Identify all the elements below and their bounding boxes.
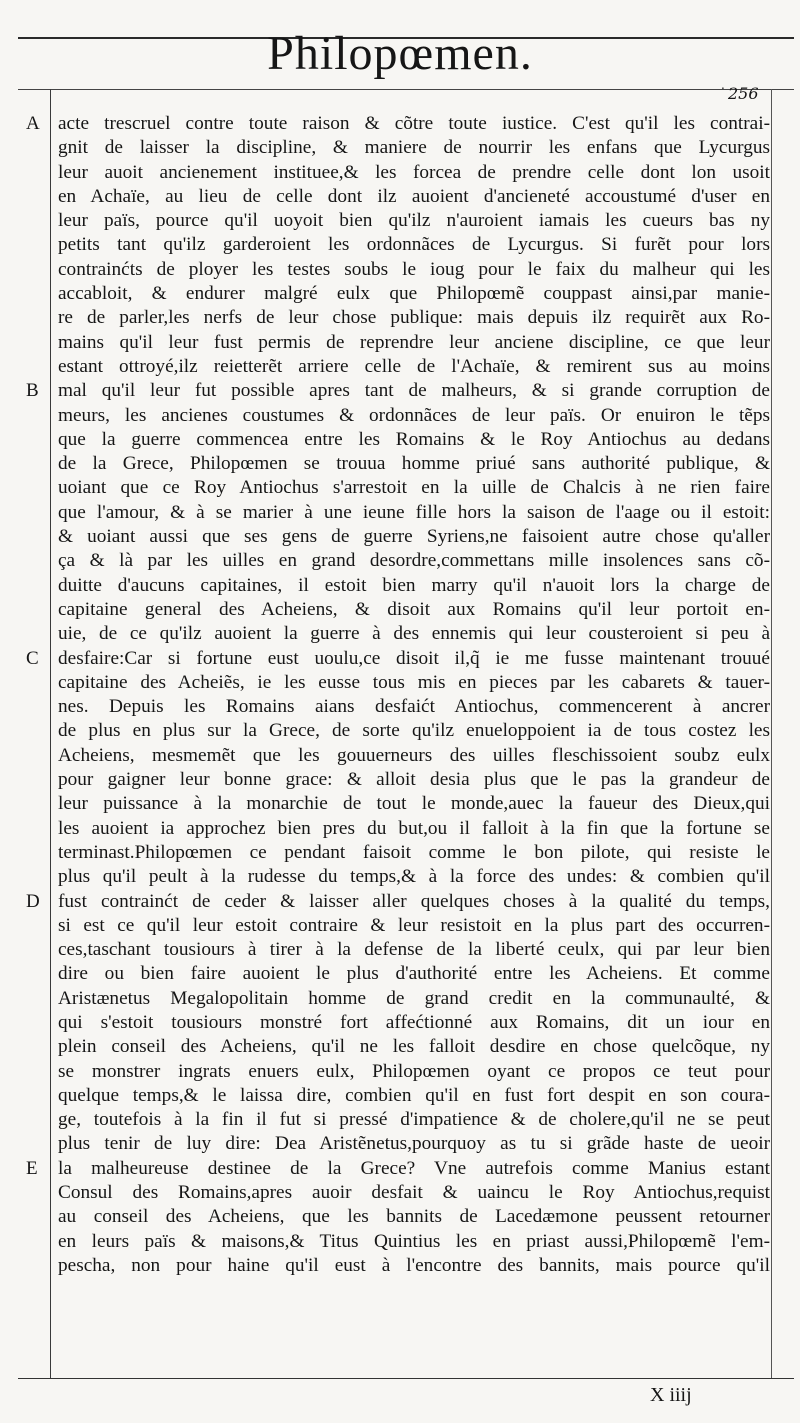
text-line: uoiant que ce Roy Antiochus s'arrestoit en la uille de Chalcis à ne rien faire	[58, 477, 770, 499]
text-line: gnit de laisser la discipline, & maniere de nourrir les enfans que Lycurgus	[58, 137, 770, 159]
text-line: mains qu'il leur fust permis de reprendre leur anciene discipline, ce que leur	[58, 331, 770, 353]
text-line: plein conseil des Acheiens, qu'il ne les falloit desdire en chose quelcõque, ny	[58, 1036, 770, 1058]
margin-rule-left	[50, 89, 51, 1379]
text-line: leur païs, pource qu'il uoyoit bien qu'ilz n'auroient iamais les cueurs bas ny	[58, 210, 770, 232]
text-line: terminast.Philopœmen ce pendant faisoit comme le bon pilote, qui resiste le	[58, 841, 770, 863]
text-line: meurs, les ancienes coustumes & ordonnãces de leur païs. Or enuiron le tẽps	[58, 404, 770, 426]
text-line: de la Grece, Philopœmen se trouua homme priué sans authorité publique, &	[58, 453, 770, 475]
text-line: quelque temps,& le laissa dire, combien qu'il en fust fort despit en son coura-	[58, 1084, 770, 1106]
text-line: desfaire:Car si fortune eust uoulu,ce disoit il,q̃ ie me fusse maintenant trouué	[58, 647, 770, 669]
text-line: leur puissance à la monarchie de tout le monde,auec la faueur des Dieux,qui	[58, 793, 770, 815]
text-line: uie, de ce qu'ilz auoient la guerre à des ennemis qui leur cousteroient si peu à	[58, 623, 770, 645]
text-line: Aristænetus Megalopolitain homme de grand credit en la communaulté, &	[58, 987, 770, 1009]
text-line: estant ottroyé,ilz reietterẽt arriere celle de l'Achaïe, & remirent sus au moins	[58, 355, 770, 377]
folio-number: 256	[728, 84, 759, 103]
text-line: que la guerre commencea entre les Romains & le Roy Antiochus au dedans	[58, 428, 770, 450]
bottom-rule	[18, 1378, 794, 1379]
text-line: ge, toutefois à la fin il fut si pressé d'impatience & de cholere,qu'il ne se peut	[58, 1109, 770, 1131]
text-line: ça & là par les uilles en grand desordre,commettans mille insolences sans cõ-	[58, 550, 770, 572]
text-line: dire ou bien faire auoient le plus d'authorité entre les Acheiens. Et comme	[58, 963, 770, 985]
text-line: qui s'estoit tousiours monstré fort affećtionné aux Romains, dit un iour en	[58, 1011, 770, 1033]
text-line: petits tant qu'ilz garderoient les ordonnãces de Lycurgus. Si furẽt pour lors	[58, 234, 770, 256]
text-line: leur auoit ancienement instituee,& les forcea de prendre celle dont lon usoit	[58, 161, 770, 183]
text-line: re de parler,les nerfs de leur chose publique: mais depuis ilz requirẽt aux Ro-	[58, 307, 770, 329]
text-line: se monstrer ingrats enuers eulx, Philopœmen oyant ce propos ce teut pour	[58, 1060, 770, 1082]
margin-letter: B	[26, 380, 39, 402]
text-line: contrainćts de ployer les testes soubs le ioug pour le faix du malheur qui les	[58, 258, 770, 280]
running-title: Philopœmen.	[267, 27, 533, 80]
margin-letter: E	[26, 1157, 38, 1179]
text-line: ces,taschant tousiours à tirer à la defense de la liberté ceulx, qui par leur bien	[58, 939, 770, 961]
text-line: en Achaïe, au lieu de celle dont ilz auoient d'ancieneté accoustumé d'user en	[58, 185, 770, 207]
text-line: nes. Depuis les Romains aians desfaićt Antiochus, commencerent à ancrer	[58, 696, 770, 718]
text-line: plus qu'il peult à la rudesse du temps,& à la force des undes: & combien qu'il	[58, 866, 770, 888]
text-line: si est ce qu'il leur estoit contraire & leur resistoit en la plus part des occurren-	[58, 914, 770, 936]
text-body	[58, 112, 770, 1278]
text-line: au conseil des Acheiens, que les bannits de Lacedæmone peussent retourner	[58, 1206, 770, 1228]
text-line: & uoiant aussi que ses gens de guerre Syriens,ne faisoient autre chose qu'aller	[58, 526, 770, 548]
text-line: que l'amour, & à se marier à une ieune fille hors la saison de l'aage ou il estoit:	[58, 501, 770, 523]
text-line: fust contrainćt de ceder & laisser aller quelques choses à la qualité du temps,	[58, 890, 770, 912]
text-line: capitaine des Acheiẽs, ie les eusse tous mis en pieces par les cabarets & tauer-	[58, 671, 770, 693]
text-line: acte trescruel contre toute raison & cõtre toute iustice. C'est qu'il les contrai-	[58, 113, 770, 134]
text-line: Consul des Romains,apres auoir desfait & uaincu le Roy Antiochus,requist	[58, 1182, 770, 1204]
signature-mark: X iiij	[650, 1384, 692, 1406]
header-rule	[18, 89, 794, 90]
header-dot: .	[721, 78, 725, 92]
margin-rule-right	[771, 89, 772, 1379]
text-line: pour gaigner leur bonne grace: & alloit desia plus que le pas la grandeur de	[58, 769, 770, 791]
text-line: plus tenir de luy dire: Dea Aristẽnetus,pourquoy as tu si grãde haste de ueoir	[58, 1133, 770, 1155]
margin-letter: D	[26, 890, 40, 912]
text-line: mal qu'il leur fut possible apres tant de malheurs, & si grande corruption de	[58, 380, 770, 402]
text-line: pescha, non pour haine qu'il eust à l'encontre des bannits, mais pource qu'il	[58, 1254, 770, 1276]
margin-letter: C	[26, 647, 39, 669]
text-line: capitaine general des Acheiens, & disoit aux Romains qu'il leur portoit en-	[58, 598, 770, 620]
text-line: duitte d'aucuns capitaines, il estoit bien marry qu'il n'auoit lors la charge de	[58, 574, 770, 596]
text-line: en leurs païs & maisons,& Titus Quintius les en priast aussi,Philopœmẽ l'em-	[58, 1230, 770, 1252]
text-line: Acheiens, mesmemẽt que les gouuerneurs des uilles fleschissoient soubz eulx	[58, 744, 770, 766]
text-line: accabloit, & endurer malgré eulx que Philopœmẽ couppast ainsi,par manie-	[58, 283, 770, 305]
margin-letter: A	[26, 113, 40, 134]
text-line: la malheureuse destinee de la Grece? Vne autrefois comme Manius estant	[58, 1157, 770, 1179]
text-line: de plus en plus sur la Grece, de sorte qu'ilz enueloppoient ia de tous costez les	[58, 720, 770, 742]
text-line: les auoient ia approchez bien pres du but,ou il falloit à la fin que la fortune se	[58, 817, 770, 839]
